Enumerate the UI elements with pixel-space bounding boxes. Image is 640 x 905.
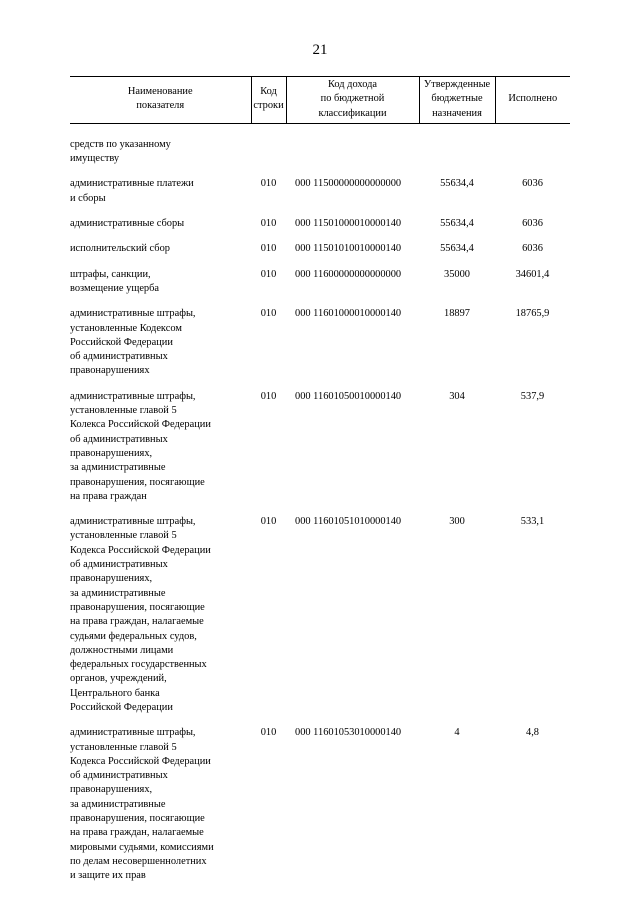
cell-approved: 55634,4 [440,218,474,230]
table-body [70,123,570,894]
cell-income-code: 000 11600000000000000 [295,268,402,280]
cell-approved: 304 [449,390,465,402]
cell-name: средств по указанному имуществу [70,138,171,165]
table-row [70,390,570,515]
cell-name: административные платежи и сборы [70,178,194,204]
header-income-code: Код дохода по бюджетной классификации [286,77,419,124]
cell-income-code: 000 11601000010000140 [295,308,402,320]
cell-approved: 18897 [444,308,470,320]
table-header-row [70,77,570,124]
cell-approved: 4 [454,727,460,739]
cell-executed: 18765,9 [515,308,550,320]
cell-income-code: 000 11601051010000140 [295,516,402,528]
cell-line-code: 010 [260,178,277,190]
table-row [70,123,570,177]
table-row [70,726,570,894]
cell-executed: 6036 [522,218,543,230]
cell-executed: 4,8 [526,727,539,739]
cell-executed [495,123,570,177]
cell-approved: 300 [449,516,465,528]
cell-income-code: 000 11501010010000140 [295,243,402,255]
cell-executed: 34601,4 [515,268,550,280]
cell-line-code: 010 [260,308,277,320]
header-line-code: Код строки [251,77,286,124]
cell-approved [419,123,495,177]
cell-approved: 35000 [444,268,470,280]
cell-name: административные сборы [70,218,185,230]
cell-income-code: 000 11500000000000000 [295,178,402,190]
cell-name: административные штрафы, установленные главой 5 Кодекса Российской Федерации об административных правонарушениях, за административные правонарушения, посягающие на права граждан, налагаемые мировыми судьями, комиссиями по делам несовершеннолетних и защите их прав [70,727,214,882]
cell-income-code: 000 11501000010000140 [295,218,402,230]
header-executed: Исполнено [495,77,570,124]
table-row [70,268,570,308]
table-row [70,177,570,217]
table-row [70,217,570,242]
cell-name: административные штрафы, установленные главой 5 Колекса Российской Федерации об административных правонарушениях, за административные правонарушения, посягающие на права граждан [70,390,211,502]
cell-approved: 55634,4 [440,243,474,255]
cell-name: штрафы, санкции, возмещение ущерба [70,268,160,294]
cell-name: административные штрафы, установленные Кодексом Российской Федерации об административных правонарушениях [70,308,196,377]
cell-line-code: 010 [260,243,277,255]
cell-line-code: 010 [260,268,277,280]
cell-line-code: 010 [260,727,277,739]
cell-approved: 55634,4 [440,178,474,190]
cell-line-code: 010 [260,218,277,230]
cell-executed: 6036 [522,178,543,190]
cell-name: исполнительский сбор [70,243,170,255]
cell-executed: 537,9 [520,390,545,402]
cell-income-code [286,123,419,177]
cell-line-code: 010 [260,390,277,402]
cell-executed: 6036 [522,243,543,255]
cell-line-code [251,123,286,177]
cell-line-code: 010 [260,516,277,528]
header-name: Наименование показателя [70,77,251,124]
page-number: 21 [312,42,328,58]
cell-income-code: 000 11601053010000140 [295,727,402,739]
cell-name: административные штрафы, установленные главой 5 Кодекса Российской Федерации об административных правонарушениях, за административные правонарушения, посягающие на права граждан, налагаемые судьями федеральных судов, должностными лицами федеральных государственных органов, учреждений, Центрального банка Российской Федерации [70,516,211,713]
cell-executed: 533,1 [520,516,545,528]
table-row [70,242,570,267]
table-row [70,307,570,389]
budget-table [70,76,570,895]
cell-income-code: 000 11601050010000140 [295,390,402,402]
header-approved: Утвержденные бюджетные назначения [419,77,495,124]
table-row [70,515,570,726]
